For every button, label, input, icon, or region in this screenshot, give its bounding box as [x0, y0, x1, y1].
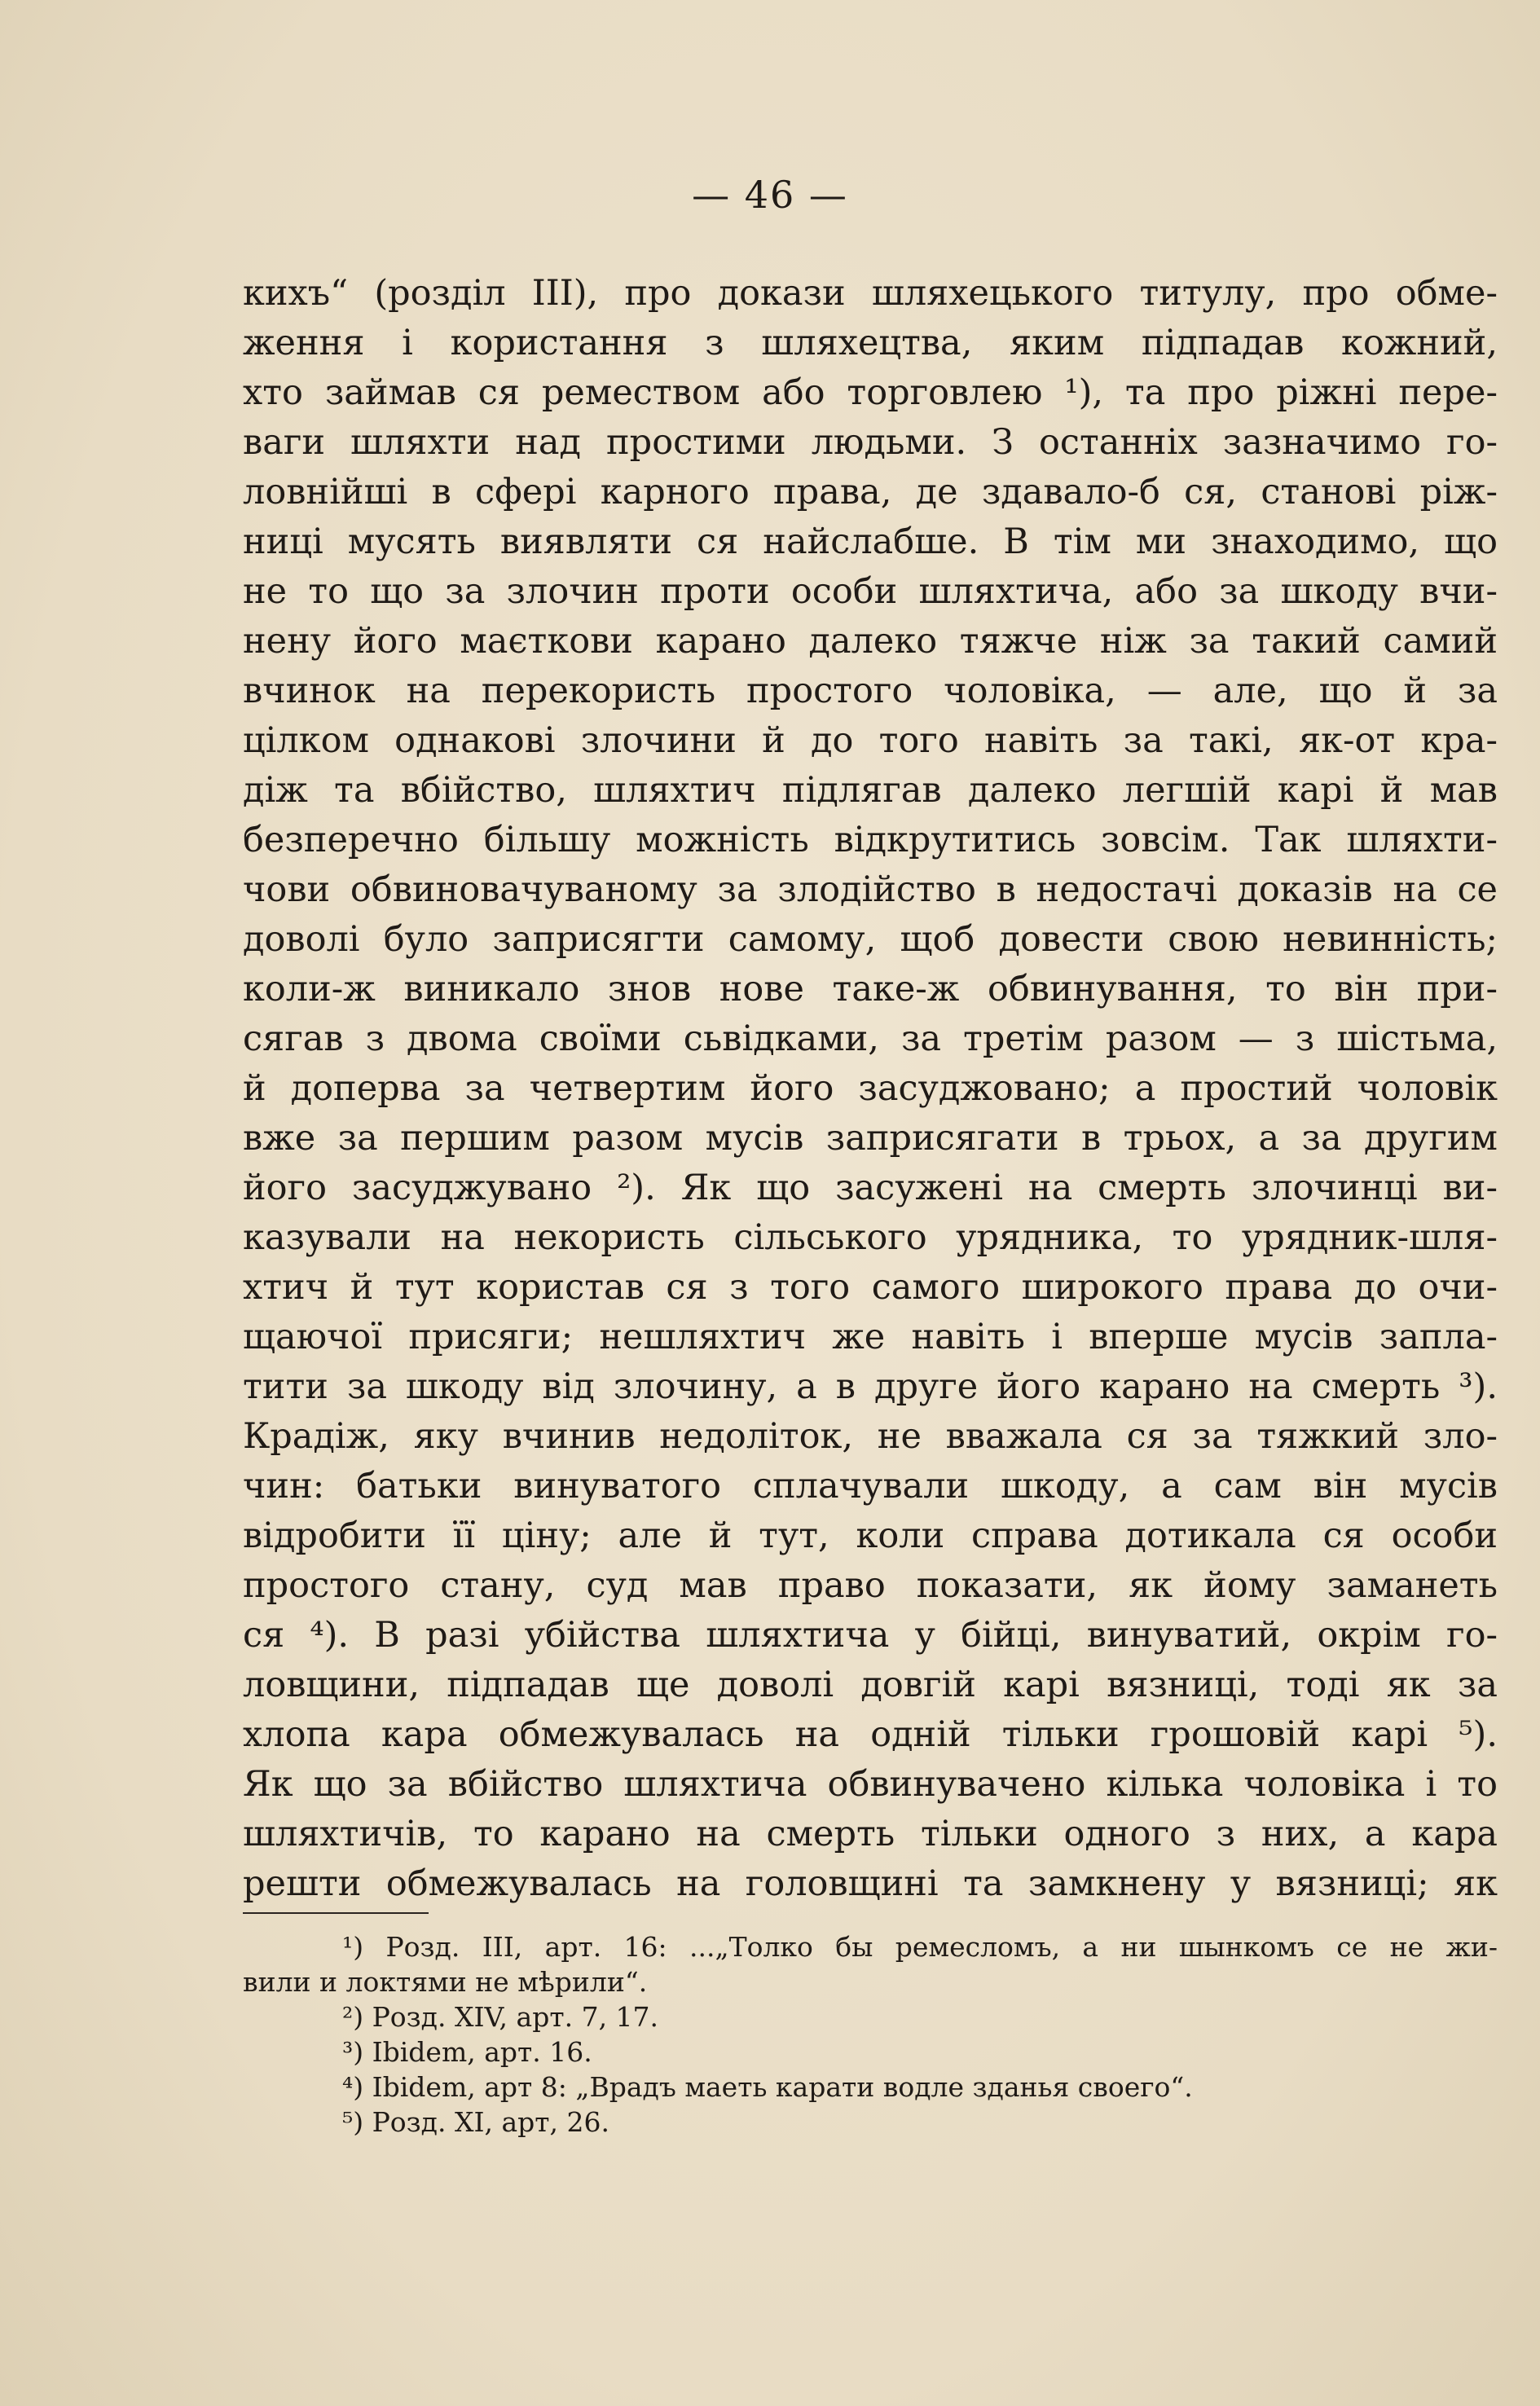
text-line: ся ⁴). В разі убійства шляхтича у бійці, винуватий, окрім го-: [243, 1615, 1498, 1656]
footnote-5: ⁵) Розд. XI, арт, 26.: [342, 2106, 609, 2138]
text-line: ження і користання з шляхецтва, яким підпадав кожний,: [243, 323, 1498, 363]
page-number: — 46 —: [692, 173, 848, 217]
footnote-4: ⁴) Ibidem, арт 8: „Врадъ маеть карати водле зданья своего“.: [342, 2071, 1193, 2103]
text-line: ловщини, підпадав ще доволі довгій карі вязниці, тоді як за: [243, 1665, 1498, 1705]
footnote-2: ²) Розд. XIV, арт. 7, 17.: [342, 2001, 659, 2033]
text-line: простого стану, суд мав право показати, як йому заманеть: [243, 1565, 1498, 1606]
footnotes: [243, 1929, 1498, 2140]
text-line: й доперва за четвертим його засуджовано; а простий чоловік: [243, 1068, 1498, 1109]
text-line: кихъ“ (розділ III), про докази шляхецького титулу, про обме-: [243, 273, 1498, 314]
text-line: Як що за вбійство шляхтича обвинувачено кілька чоловіка і то: [243, 1764, 1498, 1805]
text-line: решти обмежувалась на головщині та замкнену у вязниці; як: [243, 1863, 1498, 1904]
text-line: діж та вбійство, шляхтич підлягав далеко легшій карі й мав: [243, 770, 1498, 811]
text-line: відробити її ціну; але й тут, коли справа дотикала ся особи: [243, 1515, 1498, 1556]
text-line: його засуджувано ²). Як що засужені на смерть злочинці ви-: [243, 1168, 1498, 1208]
text-line: хтич й тут користав ся з того самого широкого права до очи-: [243, 1267, 1498, 1308]
text-line: ниці мусять виявляти ся найслабше. В тім ми знаходимо, що: [243, 521, 1498, 562]
text-line: хто займав ся ремеством або торговлею ¹), та про ріжні пере-: [243, 372, 1498, 413]
text-line: хлопа кара обмежувалась на одній тільки грошовій карі ⁵).: [243, 1714, 1498, 1755]
text-line: ваги шляхти над простими людьми. З останніх зазначимо го-: [243, 422, 1498, 463]
text-line: вже за першим разом мусів заприсягати в трьох, а за другим: [243, 1118, 1498, 1159]
text-line: сягав з двома своїми сьвідками, за третім разом — з шістьма,: [243, 1018, 1498, 1059]
body-text: [243, 269, 1498, 1909]
text-line: шляхтичів, то карано на смерть тільки одного з них, а кара: [243, 1814, 1498, 1854]
text-line: щаючої присяги; нешляхтич же навіть і вперше мусів запла-: [243, 1317, 1498, 1357]
text-line: казували на некористь сільського урядника, то урядник-шля-: [243, 1217, 1498, 1258]
text-line: ловнійші в сфері карного права, де здавало-б ся, станові ріж-: [243, 472, 1498, 512]
text-line: чови обвиновачуваному за злодійство в недостачі доказів на се: [243, 869, 1498, 910]
footnote-divider: [243, 1912, 429, 1914]
text-line: вчинок на перекористь простого чоловіка, — але, що й за: [243, 671, 1498, 711]
footnote-3: ³) Ibidem, арт. 16.: [342, 2036, 592, 2068]
text-line: Крадіж, яку вчинив недоліток, не вважала ся за тяжкий зло-: [243, 1416, 1498, 1457]
text-line: чин: батьки винуватого сплачували шкоду, а сам він мусів: [243, 1466, 1498, 1506]
footnote-1: ¹) Розд. III, арт. 16: ...„Толко бы ремесломъ, а ни шынкомъ се не жи-: [342, 1931, 1498, 1963]
text-line: безперечно більшу можність відкрутитись зовсім. Так шляхти-: [243, 820, 1498, 860]
footnote-1-continued: вили и локтями не мѣрили“.: [243, 1966, 648, 1998]
text-line: нену його маєткови карано далеко тяжче ніж за такий самий: [243, 621, 1498, 662]
text-line: не то що за злочин проти особи шляхтича, або за шкоду вчи-: [243, 571, 1498, 612]
text-line: коли-ж виникало знов нове таке-ж обвинування, то він при-: [243, 969, 1498, 1009]
text-line: тити за шкоду від злочину, а в друге його карано на смерть ³).: [243, 1366, 1498, 1407]
text-line: цілком однакові злочини й до того навіть за такі, як-от кра-: [243, 720, 1498, 761]
text-line: доволі було заприсягти самому, щоб довести свою невинність;: [243, 919, 1498, 960]
